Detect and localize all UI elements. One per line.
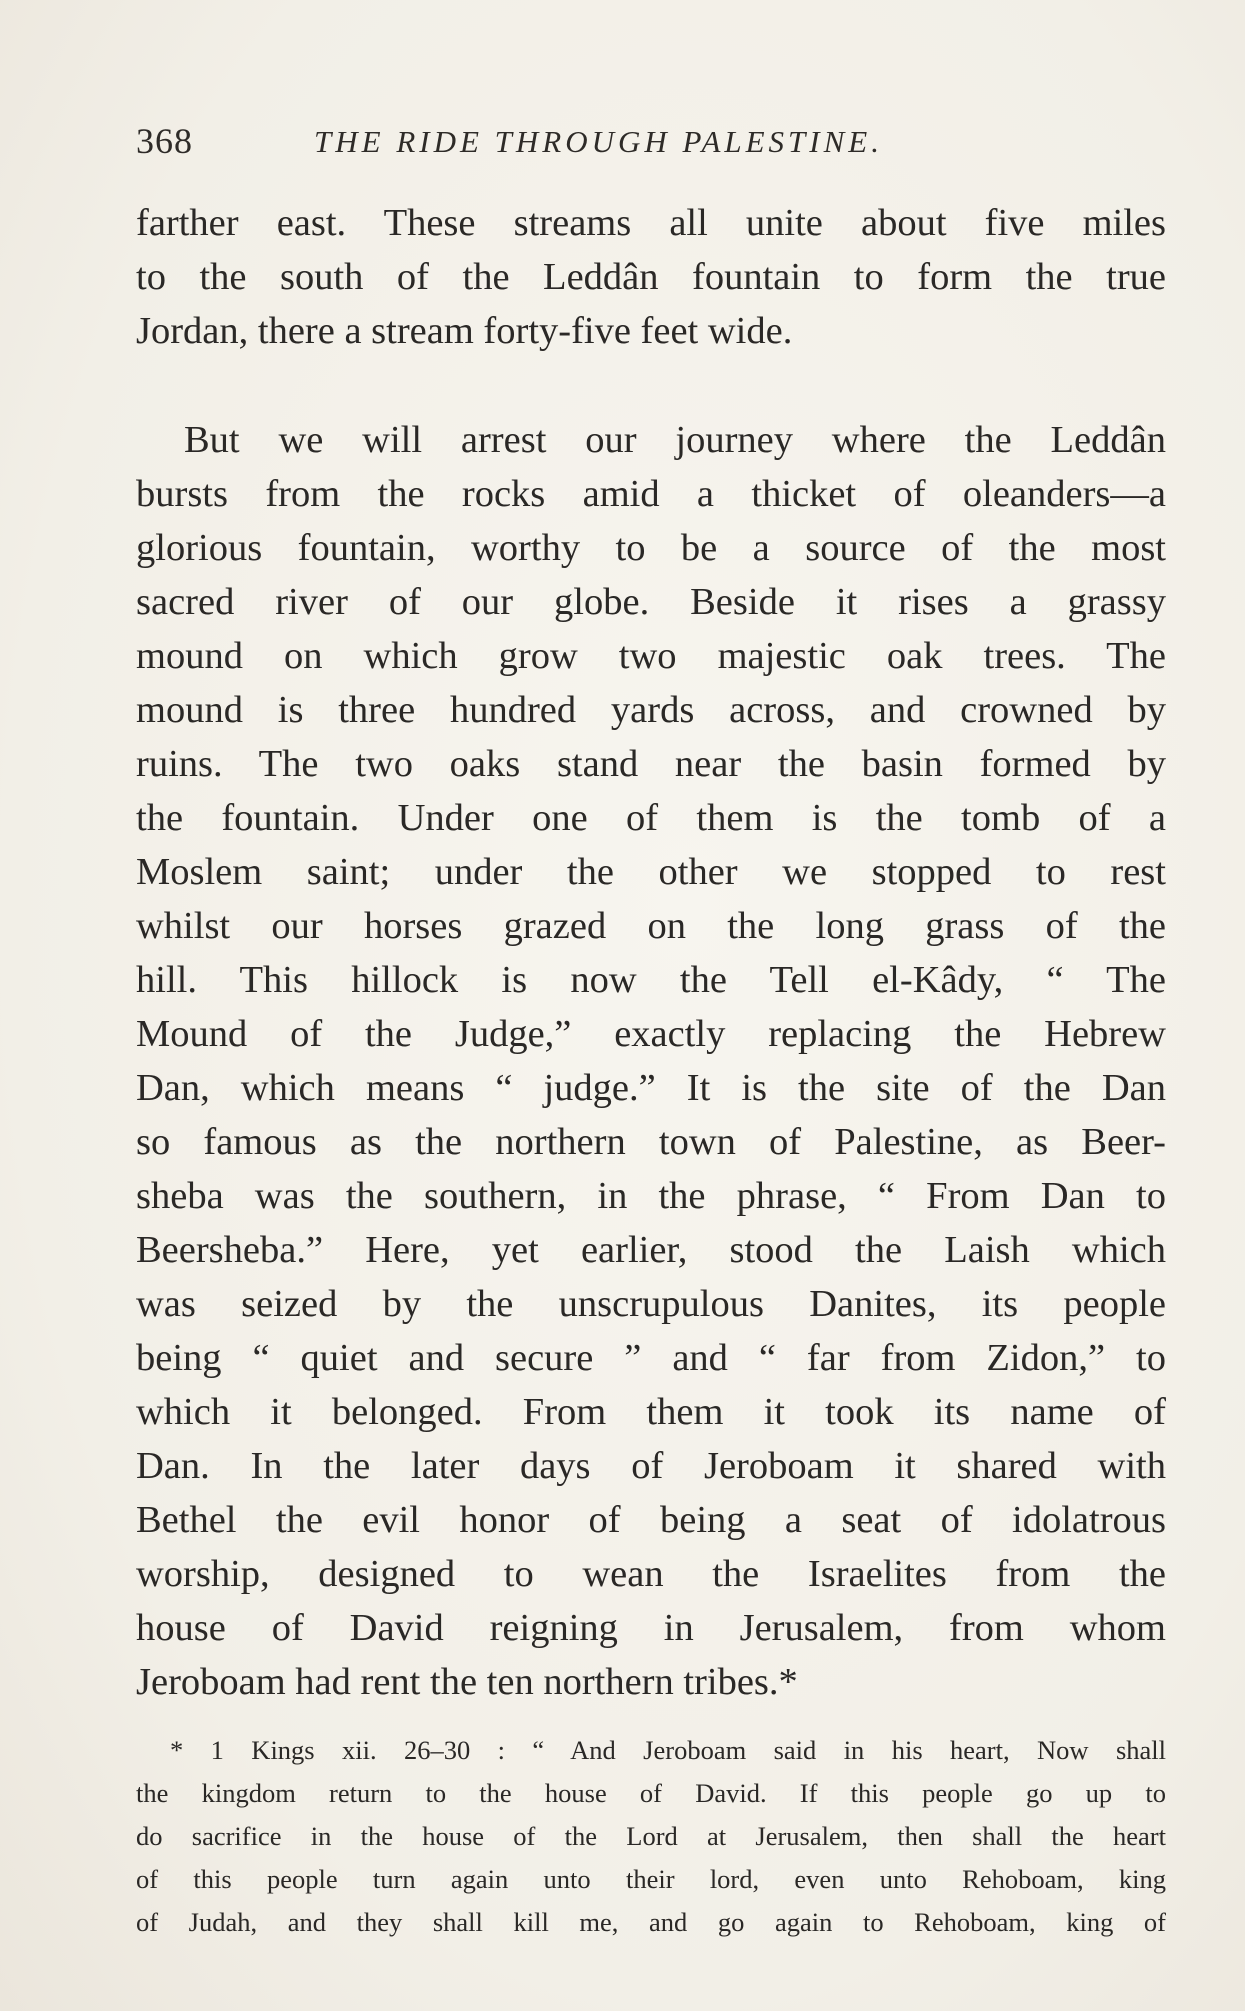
body-line: whilst our horses grazed on the long grass of the [136, 905, 1166, 947]
body-line: bursts from the rocks amid a thicket of oleanders—a [136, 473, 1166, 515]
body-line: But we will arrest our journey where the Leddân [184, 419, 1166, 461]
footnote-line: of Judah, and they shall kill me, and go again to Rehoboam, king of [136, 1907, 1166, 1937]
body-line: ruins. The two oaks stand near the basin formed by [136, 743, 1166, 785]
body-line: Jeroboam had rent the ten northern tribes.* [136, 1661, 798, 1703]
body-line: so famous as the northern town of Palestine, as Beer- [136, 1121, 1166, 1163]
page-header [136, 120, 1166, 168]
footnote-line: the kingdom return to the house of David. If this people go up to [136, 1778, 1166, 1808]
body-line: being “ quiet and secure ” and “ far from Zidon,” to [136, 1337, 1166, 1379]
body-line: hill. This hillock is now the Tell el-Kâdy, “ The [136, 959, 1166, 1001]
body-line: Bethel the evil honor of being a seat of idolatrous [136, 1499, 1166, 1541]
footnote-line: of this people turn again unto their lord, even unto Rehoboam, king [136, 1864, 1166, 1894]
page-number: 368 [136, 121, 193, 161]
body-line: farther east. These streams all unite about five miles [136, 202, 1166, 244]
body-line: which it belonged. From them it took its name of [136, 1391, 1166, 1433]
body-line: Jordan, there a stream forty-five feet wide. [136, 310, 793, 352]
body-line: Dan. In the later days of Jeroboam it shared with [136, 1445, 1166, 1487]
body-line: the fountain. Under one of them is the tomb of a [136, 797, 1166, 839]
body-line: Beersheba.” Here, yet earlier, stood the Laish which [136, 1229, 1166, 1271]
body-line: mound on which grow two majestic oak trees. The [136, 635, 1166, 677]
body-line: Dan, which means “ judge.” It is the site of the Dan [136, 1067, 1166, 1109]
body-line: glorious fountain, worthy to be a source of the most [136, 527, 1166, 569]
body-line: Moslem saint; under the other we stopped to rest [136, 851, 1166, 893]
body-line: to the south of the Leddân fountain to form the true [136, 256, 1166, 298]
body-line: mound is three hundred yards across, and crowned by [136, 689, 1166, 731]
body-line: sheba was the southern, in the phrase, “ From Dan to [136, 1175, 1166, 1217]
footnote-line: * 1 Kings xii. 26–30 : “ And Jeroboam said in his heart, Now shall [170, 1735, 1166, 1765]
body-line: worship, designed to wean the Israelites from the [136, 1553, 1166, 1595]
body-line: sacred river of our globe. Beside it rises a grassy [136, 581, 1166, 623]
footnote-line: do sacrifice in the house of the Lord at Jerusalem, then shall the heart [136, 1821, 1166, 1851]
body-line: Mound of the Judge,” exactly replacing the Hebrew [136, 1013, 1166, 1055]
body-line: was seized by the unscrupulous Danites, its people [136, 1283, 1166, 1325]
body-line: house of David reigning in Jerusalem, from whom [136, 1607, 1166, 1649]
running-head: THE RIDE THROUGH PALESTINE. [314, 124, 883, 159]
